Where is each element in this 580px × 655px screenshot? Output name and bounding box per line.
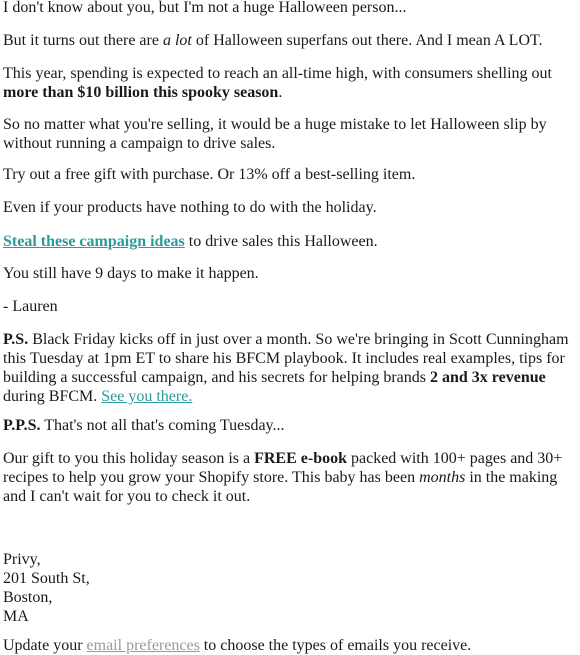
ps-text-end: during BFCM. xyxy=(3,388,102,405)
footer-text-end: to choose the types of emails you receive. xyxy=(199,637,472,654)
gift-text-start: Our gift to you this holiday season is a xyxy=(3,450,255,467)
gift-highlight: FREE e-book xyxy=(254,450,347,467)
pps-text: That's not all that's coming Tuesday... xyxy=(40,417,285,434)
address-block xyxy=(3,550,580,626)
ps-highlight: 2 and 3x revenue xyxy=(430,369,546,386)
campaign-ideas-paragraph xyxy=(3,232,580,251)
days-left-paragraph xyxy=(3,264,580,283)
holiday-paragraph xyxy=(3,198,580,217)
spending-paragraph xyxy=(3,64,580,102)
spending-highlight: more than $10 billion this spooky season xyxy=(3,84,279,101)
offer-text: Try out a free gift with purchase. Or 13% off a best-selling item. xyxy=(3,166,416,183)
gift-text-end: in the making and I can't wait for you to check it out. xyxy=(3,469,558,505)
footer-paragraph xyxy=(3,636,580,655)
superfans-paragraph xyxy=(3,31,580,50)
superfans-emphasis: a lot xyxy=(162,32,192,49)
mistake-paragraph xyxy=(3,115,580,153)
signoff-paragraph xyxy=(3,297,580,316)
gift-text-middle: packed with 100+ pages and 30+ recipes to help you grow your Shopify store. This baby has been xyxy=(3,450,563,486)
offer-paragraph xyxy=(3,165,580,184)
address-line-4: MA xyxy=(3,608,29,625)
ps-label: P.S. xyxy=(3,331,29,348)
campaign-ideas-text: to drive sales this Halloween. xyxy=(184,233,378,250)
see-you-there-link[interactable]: See you there. xyxy=(101,388,193,405)
gift-paragraph xyxy=(3,449,580,506)
days-left-text: You still have 9 days to make it happen. xyxy=(3,265,259,282)
pps-label: P.P.S. xyxy=(3,417,41,434)
mistake-text: So no matter what you're selling, it would be a huge mistake to let Halloween slip by without running a campaign to drive sales. xyxy=(3,116,547,152)
footer-text-start: Update your xyxy=(3,637,87,654)
intro-paragraph xyxy=(3,0,580,17)
ps-text-start: Black Friday kicks off in just over a month. So we're bringing in Scott Cunningham this Tuesday at 1pm ET to share his BFCM playbook. It includes real examples, tips for building a successful campaign, and his secrets for helping brands xyxy=(3,331,569,386)
superfans-text-start: But it turns out there are xyxy=(3,32,163,49)
steal-campaign-ideas-link[interactable]: Steal these campaign ideas xyxy=(3,233,185,250)
ps-paragraph xyxy=(3,330,580,406)
spending-text-end: . xyxy=(278,84,283,101)
address-line-2: 201 South St, xyxy=(3,570,90,587)
spending-text-start: This year, spending is expected to reach an all-time high, with consumers shelling out xyxy=(3,65,552,82)
signoff-text: - Lauren xyxy=(3,298,58,315)
address-line-1: Privy, xyxy=(3,551,41,568)
superfans-text-end: of Halloween superfans out there. And I mean A LOT. xyxy=(191,32,543,49)
holiday-text: Even if your products have nothing to do with the holiday. xyxy=(3,199,377,216)
address-line-3: Boston, xyxy=(3,589,53,606)
intro-text: I don't know about you, but I'm not a huge Halloween person... xyxy=(3,0,407,16)
email-preferences-link[interactable]: email preferences xyxy=(86,637,200,654)
gift-emphasis: months xyxy=(419,469,466,486)
pps-paragraph xyxy=(3,416,580,435)
